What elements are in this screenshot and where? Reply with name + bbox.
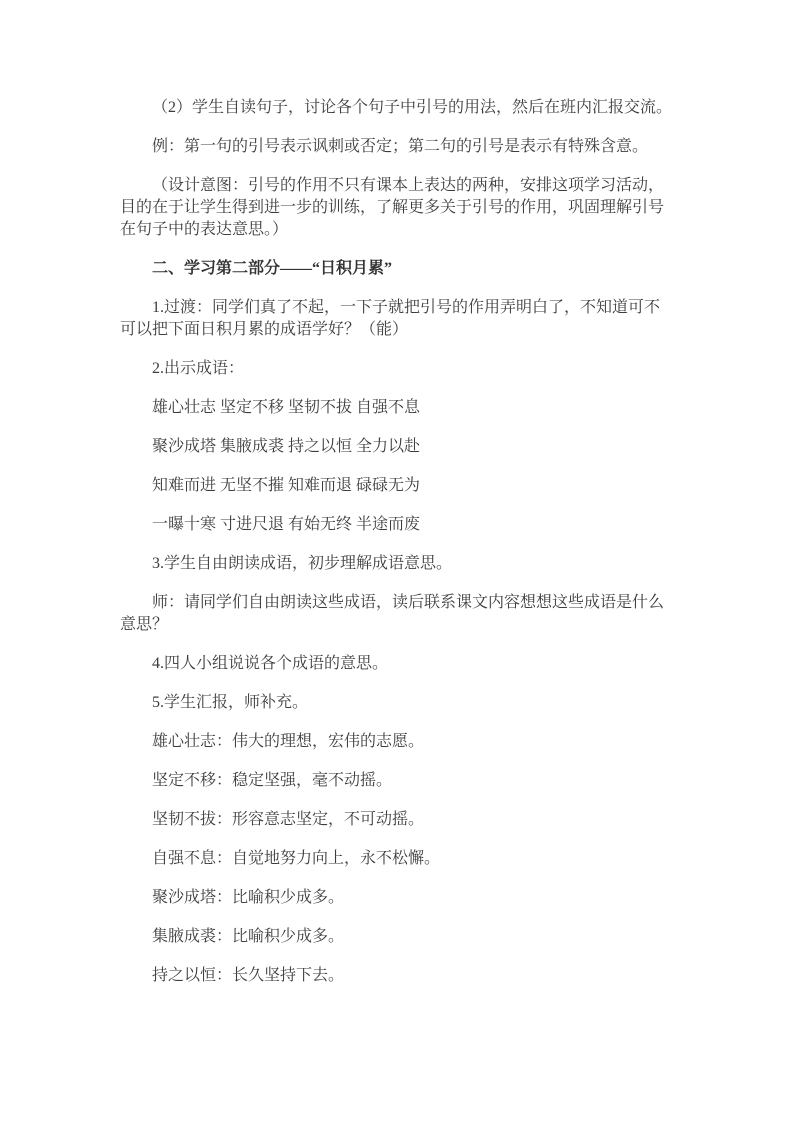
idiom-row-1: 雄心壮志 坚定不移 坚韧不拔 自强不息 bbox=[152, 399, 421, 416]
paragraph-group-discussion: 4.四人小组说说各个成语的意思。 bbox=[152, 655, 389, 672]
paragraph-transition: 1.过渡：同学们真了不起，一下子就把引号的作用弄明白了，不知道可不可以把下面日积月累的成语学好？（能） bbox=[120, 299, 661, 338]
paragraph-student-report: 5.学生汇报，师补充。 bbox=[152, 694, 309, 711]
paragraph-example-quote-meanings: 例：第一句的引号表示讽刺或否定；第二句的引号是表示有特殊含意。 bbox=[152, 138, 649, 155]
paragraph-design-intent: （设计意图：引号的作用不只有课本上表达的两种，安排这项学习活动，目的在于让学生得到进一步的训练，了解更多关于引号的作用，巩固理解引号在句子中的表达意思。） bbox=[120, 177, 665, 238]
paragraph-step2-self-read-sentences: （2）学生自读句子，讨论各个句子中引号的用法，然后在班内汇报交流。 bbox=[152, 99, 673, 116]
idiom-row-4: 一曝十寒 寸进尺退 有始无终 半途而废 bbox=[152, 516, 421, 533]
idiom-row-3: 知难而进 无坚不摧 知难而退 碌碌无为 bbox=[152, 477, 421, 494]
paragraph-teacher-prompt: 师：请同学们自由朗读这些成语，读后联系课文内容想想这些成语是什么意思？ bbox=[120, 594, 665, 633]
idiom-definition-3: 坚韧不拔：形容意志坚定，不可动摇。 bbox=[152, 811, 425, 828]
paragraph-free-reading: 3.学生自由朗读成语，初步理解成语意思。 bbox=[152, 555, 453, 572]
idiom-definition-4: 自强不息：自觉地努力向上，永不松懈。 bbox=[152, 850, 441, 867]
idiom-definition-5: 聚沙成塔：比喻积少成多。 bbox=[152, 889, 345, 906]
idiom-definition-2: 坚定不移：稳定坚强，毫不动摇。 bbox=[152, 772, 393, 789]
idiom-row-2: 聚沙成塔 集腋成裘 持之以恒 全力以赴 bbox=[152, 438, 421, 455]
idiom-definition-1: 雄心壮志：伟大的理想，宏伟的志愿。 bbox=[152, 733, 425, 750]
section-heading-part-two: 二、学习第二部分——“日积月累” bbox=[152, 260, 393, 277]
paragraph-show-idioms: 2.出示成语： bbox=[152, 360, 245, 377]
idiom-definition-7: 持之以恒：长久坚持下去。 bbox=[152, 967, 345, 984]
idiom-definition-6: 集腋成裘：比喻积少成多。 bbox=[152, 928, 345, 945]
